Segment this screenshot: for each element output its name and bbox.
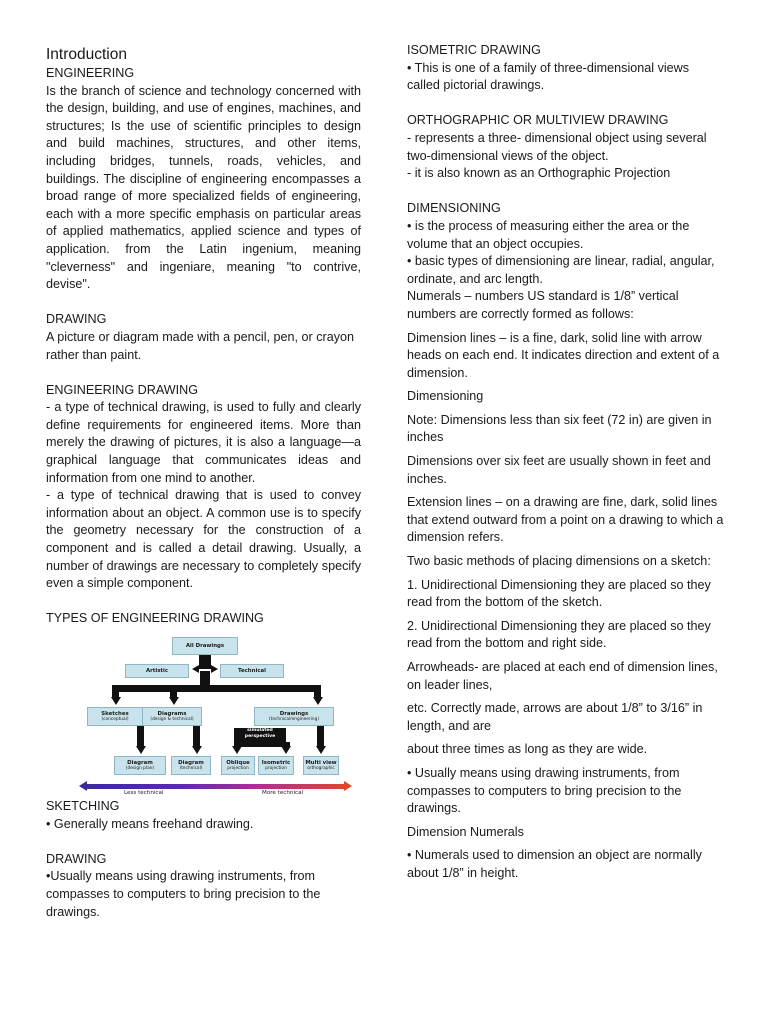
note-text: Note: Dimensions less than six feet (72 in) are given in inches <box>407 412 712 445</box>
orthographic-text-1: - represents a three- dimensional object using several two-dimensional views of the object. <box>407 130 707 163</box>
sketches-box: Sketches (conceptual) <box>87 707 143 726</box>
types-diagram <box>82 634 350 798</box>
less-technical-label: Less technical <box>124 790 164 796</box>
dimensioning-subheading: Dimensioning <box>407 389 484 404</box>
extension-lines-text: Extension lines – on a drawing are fine, dark, solid lines that extend outward from a point on a drawing to which a dimension refers. <box>407 495 724 545</box>
types-heading: TYPES OF ENGINEERING DRAWING <box>46 611 264 626</box>
branch-bar <box>112 685 320 692</box>
technical-box: Technical <box>220 664 284 678</box>
dimension-numerals-heading: Dimension Numerals <box>407 824 524 839</box>
oblique-projection-box: Oblique projection <box>221 756 255 775</box>
sketching-heading: SKETCHING <box>46 799 120 813</box>
arrow-down-icon <box>169 697 179 705</box>
dimensioning-text-1: • is the process of measuring either the area or the volume that an object occupies. <box>407 218 690 251</box>
numerals-text: • Numerals used to dimension an object are normally about 1/8” in height. <box>407 848 702 880</box>
method-1-text: 1. Unidirectional Dimensioning they are placed so they read from the bottom of the sketch. <box>407 577 711 610</box>
two-methods-text: Two basic methods of placing dimensions on a sketch: <box>407 554 711 569</box>
isometric-text: • This is one of a family of three-dimensional views called pictorial drawings. <box>407 60 690 93</box>
artistic-box: Artistic <box>125 664 189 678</box>
arrow-down-icon <box>232 746 242 754</box>
technicality-scale-bar <box>84 784 346 789</box>
arrow-down-icon <box>313 697 323 705</box>
method-2-text: 2. Unidirectional Dimensioning they are placed so they read from the bottom and right side. <box>407 618 711 651</box>
intro-title: Introduction <box>46 46 127 63</box>
simulated-perspective-label: simulated perspective <box>234 728 286 742</box>
arrow-down-icon <box>136 746 146 754</box>
all-drawings-box: All Drawings <box>172 637 238 655</box>
arrow-down-icon <box>111 697 121 705</box>
arrow-ratio-text: about three times as long as they are wide. <box>407 742 648 757</box>
scale-arrow-right-icon <box>344 781 352 791</box>
sketching-text: • Generally means freehand drawing. <box>46 816 254 831</box>
more-technical-label: More technical <box>262 790 304 796</box>
engineering-drawing-heading: ENGINEERING DRAWING <box>46 382 199 397</box>
drawing2-heading: DRAWING <box>46 851 107 866</box>
drawing2-text: •Usually means using drawing instruments, from compasses to computers to bring precision to the drawings. <box>46 869 321 919</box>
diagram-design-plan-box: Diagram (design plan) <box>114 756 166 775</box>
arrow-down-icon <box>316 746 326 754</box>
dimensioning-heading: DIMENSIONING <box>407 201 501 216</box>
isometric-heading: ISOMETRIC DRAWING <box>407 43 541 57</box>
dimension-lines-text: Dimension lines – is a fine, dark, solid line with arrow heads on each end. It indicates direction and extent of a dimension. <box>407 330 720 380</box>
over-six-feet-text: Dimensions over six feet are usually shown in feet and inches. <box>407 454 711 486</box>
arrow-stem-top <box>199 655 211 669</box>
right-column <box>407 0 725 883</box>
arrow-right-icon <box>211 665 218 673</box>
diagrams-box: Diagrams (design & technical) <box>142 707 202 726</box>
drawing-text: A picture or diagram made with a pencil, pen, or crayon rather than paint. <box>46 329 355 362</box>
engineering-drawing-text-1: - a type of technical drawing, is used to fully and clearly define requirements for engineered items. More than merely the drawing of pictures, it is also a language—a graphical language that communicates ideas and information from one mind to another. <box>46 400 361 485</box>
line-diagram-a <box>137 726 144 748</box>
dimensioning-text-3: Numerals – numbers US standard is 1/8” vertical numbers are correctly formed as follows: <box>407 289 679 321</box>
left-column <box>46 0 361 921</box>
orthographic-text-2: - it is also known as an Orthographic Projection <box>407 166 671 181</box>
line-multiview <box>317 726 324 748</box>
arrow-size-text: etc. Correctly made, arrows are about 1/8” to 3/16” in length, and are <box>407 701 703 733</box>
arrow-down-icon <box>281 746 291 754</box>
usually-text: • Usually means using drawing instruments, from compasses to computers to bring precision to the drawings. <box>407 765 682 816</box>
isometric-projection-box: Isometric projection <box>258 756 294 775</box>
drawings-box: Drawings (technical/engineering) <box>254 707 334 726</box>
orthographic-heading: ORTHOGRAPHIC OR MULTIVIEW DRAWING <box>407 113 669 128</box>
drawing-heading: DRAWING <box>46 312 107 327</box>
diagram-technical-box: Diagram (technical) <box>171 756 211 775</box>
engineering-heading: ENGINEERING <box>46 66 135 80</box>
line-diagram-b <box>193 726 200 748</box>
engineering-drawing-text-2: - a type of technical drawing that is used to convey information about an object. A common use is to specify the geometry necessary for the construction of a component and is called a detail drawing. Usually, a number of drawings are necessary to completely specify even a simple component. <box>46 488 361 591</box>
engineering-text: Is the branch of science and technology concerned with the design, building, and use of engines, machines, and structures; Is the use of scientific principles to design and build machines, structures, and other items, including bridges, tunnels, roads, vehicles, and buildings. The discipline of engineering encompasses a broad range of more specialized fields of engineering, each with a more specific emphasis on particular areas of applied mathematics, applied science and types of application. from the Latin ingenium, meaning "cleverness" and ingeniare, meaning "to contrive, devise". <box>46 83 361 292</box>
arrowheads-text: Arrowheads- are placed at each end of dimension lines, on leader lines, <box>407 660 718 692</box>
dimensioning-text-2: • basic types of dimensioning are linear, radial, angular, ordinate, and arc length. <box>407 254 715 286</box>
arrow-left-icon <box>192 665 199 673</box>
multiview-orthographic-box: Multi view orthographic <box>303 756 339 775</box>
arrow-down-icon <box>192 746 202 754</box>
